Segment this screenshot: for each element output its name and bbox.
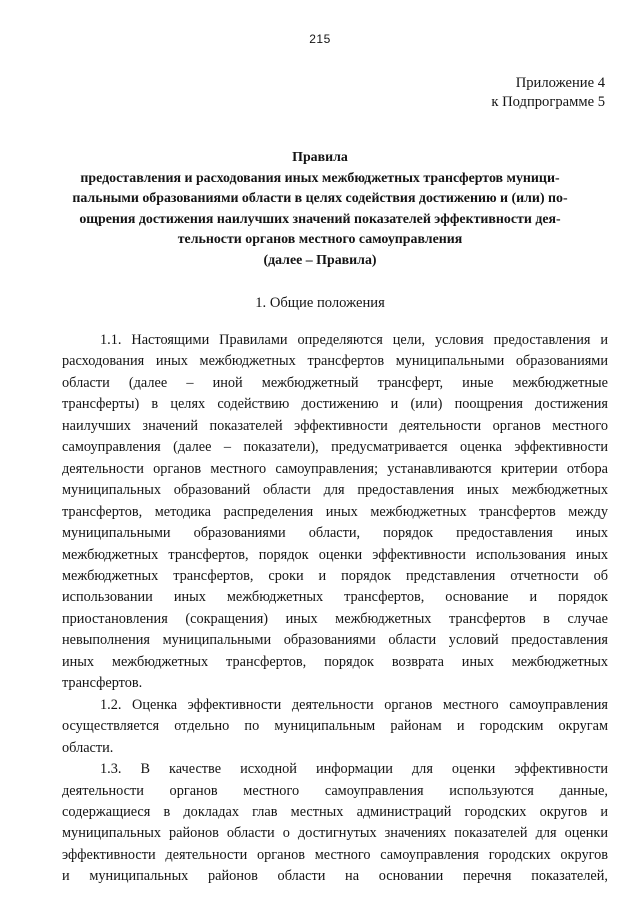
paragraph-line: эффективности деятельности органов местного самоуправления городских округов	[62, 846, 608, 863]
paragraph-line: межбюджетных трансфертов, сроки и порядок представления отчетности об	[62, 567, 608, 584]
paragraph-line: наилучших значений показателей эффективности деятельности органов местного	[62, 417, 608, 434]
paragraph-line: использовании иных межбюджетных трансфертов, основание и порядок	[62, 589, 608, 606]
section-heading: 1. Общие положения	[255, 295, 385, 311]
title-line: предоставления и расходования иных межбюджетных трансфертов муници-	[80, 170, 560, 186]
paragraph-line: деятельности органов местного самоуправления используются данные,	[62, 782, 608, 799]
title-word: Правила	[292, 150, 348, 165]
paragraph-line: муниципальных образований области для предоставления иных межбюджетных	[62, 482, 608, 499]
document-title	[60, 148, 580, 272]
paragraph-line: осуществляется отдельно по муниципальным районам и городским округам	[62, 718, 608, 735]
paragraph-line: области (далее – иной межбюджетный трансферт, иные межбюджетные	[62, 374, 608, 391]
paragraph-line: трансферты) в целях содействию достижению и (или) поощрения достижения	[62, 396, 608, 413]
paragraph-line: иных межбюджетных трансфертов, порядок возврата иных межбюджетных	[62, 653, 608, 670]
appendix-reference	[491, 74, 605, 112]
paragraph-line: трансфертов.	[62, 675, 143, 692]
paragraph-line: области.	[62, 739, 114, 756]
title-line: тельности органов местного самоуправления	[177, 232, 463, 248]
title-line: ощрения достижения наилучших значений показателей эффективности дея-	[79, 211, 561, 227]
paragraph-line: и муниципальных районов области на основании перечня показателей,	[62, 868, 608, 885]
paragraph-line: 1.3. В качестве исходной информации для оценки эффективности	[100, 761, 608, 778]
paragraph-line: самоуправления (далее – показатели), предусматривается оценка эффективности	[62, 439, 608, 456]
body-text	[62, 330, 608, 888]
paragraph-line: трансфертов, методика распределения иных межбюджетных трансфертов между	[62, 503, 608, 520]
paragraph-line: невыполнения муниципальными образованиями области условий предоставления	[62, 632, 608, 649]
paragraph-line: 1.2. Оценка эффективности деятельности органов местного самоуправления	[100, 696, 608, 713]
paragraph-line: муниципальными образованиями области, порядок предоставления иных	[62, 525, 608, 542]
paragraph-line: деятельности органов местного самоуправления; устанавливаются критерии отбора	[62, 460, 608, 477]
page-number: 215	[309, 32, 331, 46]
paragraph-line: муниципальных районов области о достигнутых значениях показателей для оценки	[62, 825, 608, 842]
paragraph-line: 1.1. Настоящими Правилами определяются цели, условия предоставления и	[100, 332, 608, 348]
appendix-line-2: к Подпрограмме 5	[491, 94, 605, 110]
appendix-line-1: Приложение 4	[515, 75, 605, 91]
paragraph-line: приостановления (сокращения) иных межбюджетных трансфертов в случае	[62, 610, 608, 627]
paragraph-line: содержащиеся в докладах глав местных администраций городских округов и	[62, 803, 608, 820]
title-line: (далее – Правила)	[263, 252, 377, 268]
title-line: пальными образованиями области в целях содействия достижению и (или) по-	[72, 191, 568, 207]
paragraph-line: расходования иных межбюджетных трансфертов муниципальными образованиями	[62, 353, 608, 370]
paragraph-line: межбюджетных трансфертов, порядок оценки эффективности использования иных	[62, 546, 608, 563]
